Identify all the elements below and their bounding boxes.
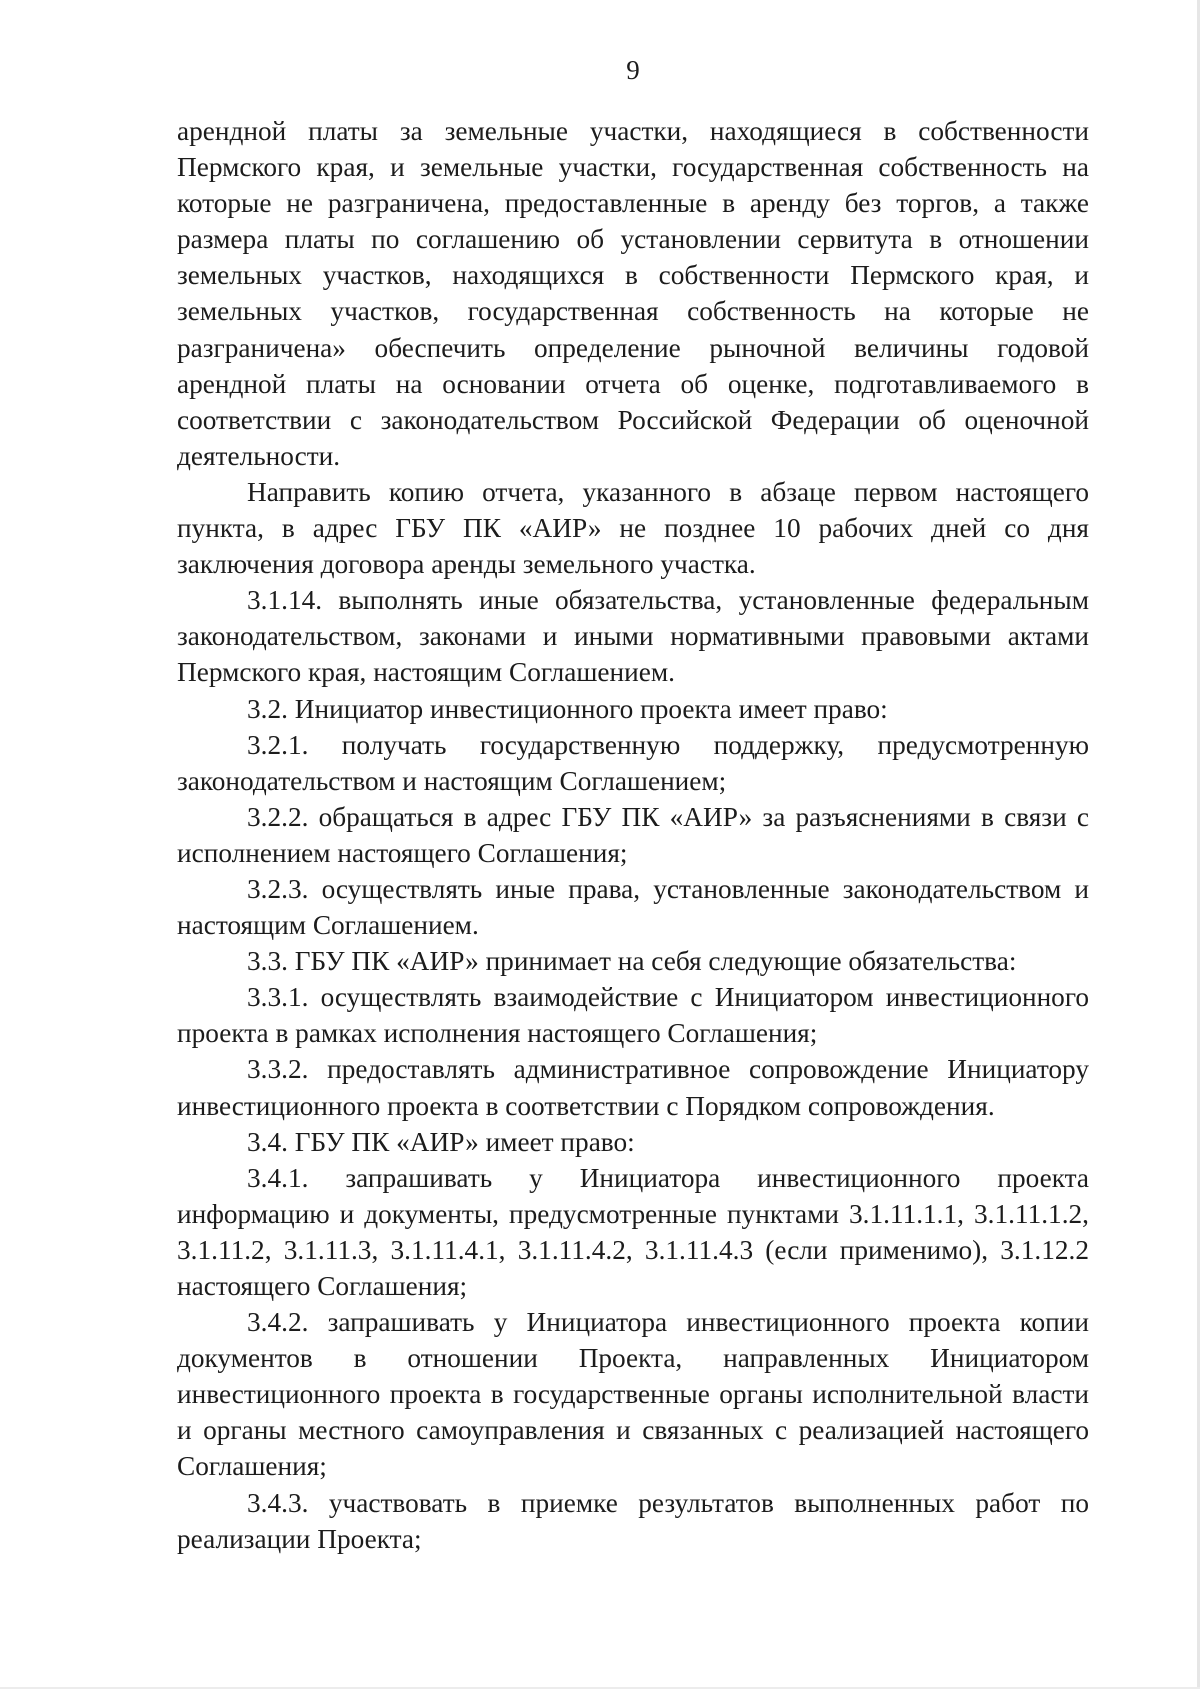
document-body <box>177 113 1089 1557</box>
paragraph-3-4-1: 3.4.1. запрашивать у Инициатора инвестиционного проекта информацию и документы, предусмотренные пунктами 3.1.11.1.1, 3.1.11.1.2, 3.1.11.2, 3.1.11.3, 3.1.11.4.1, 3.1.11.4.2, 3.1.11.4.3 (если применимо), 3.1.12.2 настоящего Соглашения; <box>177 1162 1089 1301</box>
paragraph-3-1-14: 3.1.14. выполнять иные обязательства, установленные федеральным законодательством, законами и иными нормативными правовыми актами Пермского края, настоящим Соглашением. <box>177 585 1089 688</box>
paragraph-3-2: 3.2. Инициатор инвестиционного проекта имеет право: <box>247 693 888 724</box>
paragraph-3-3: 3.3. ГБУ ПК «АИР» принимает на себя следующие обязательства: <box>247 946 1017 977</box>
paragraph-3-2-1: 3.2.1. получать государственную поддержку, предусмотренную законодательством и настоящим Соглашением; <box>177 729 1089 796</box>
page-number: 9 <box>626 55 640 85</box>
paragraph-3-4-3: 3.4.3. участвовать в приемке результатов выполненных работ по реализации Проекта; <box>177 1487 1089 1554</box>
paragraph-3-3-1: 3.3.1. осуществлять взаимодействие с Инициатором инвестиционного проекта в рамках исполнения настоящего Соглашения; <box>177 982 1089 1049</box>
paragraph-3-3-2: 3.3.2. предоставлять административное сопровождение Инициатору инвестиционного проекта в соответствии с Порядком сопровождения. <box>177 1054 1089 1121</box>
paragraph-3-4-2: 3.4.2. запрашивать у Инициатора инвестиционного проекта копии документов в отношении Проекта, направленных Инициатором инвестиционного проекта в государственные органы исполнительной власти и органы местного самоуправления и связанных с реализацией настоящего Соглашения; <box>177 1307 1089 1482</box>
paragraph-3-4: 3.4. ГБУ ПК «АИР» имеет право: <box>247 1126 635 1157</box>
paragraph-3-2-2: 3.2.2. обращаться в адрес ГБУ ПК «АИР» за разъяснениями в связи с исполнением настоящего Соглашения; <box>177 801 1089 868</box>
paragraph-report-copy: Направить копию отчета, указанного в абзаце первом настоящего пункта, в адрес ГБУ ПК «АИР» не позднее 10 рабочих дней со дня заключения договора аренды земельного участка. <box>177 476 1089 580</box>
paragraph-3-2-3: 3.2.3. осуществлять иные права, установленные законодательством и настоящим Соглашением. <box>177 873 1089 941</box>
paragraph-continuation: арендной платы за земельные участки, находящиеся в собственности Пермского края, и земельные участки, государственная собственность на которые не разграничена, предоставленные в аренду без торгов, а также размера платы по соглашению об установлении сервитута в отношении земельных участков, находящихся в собственности Пермского края, и земельных участков, государственная собственность на которые не разграничена» обеспечить определение рыночной величины годовой арендной платы на основании отчета об оценке, подготавливаемого в соответствии с законодательством Российской Федерации об оценочной деятельности. <box>177 116 1089 471</box>
